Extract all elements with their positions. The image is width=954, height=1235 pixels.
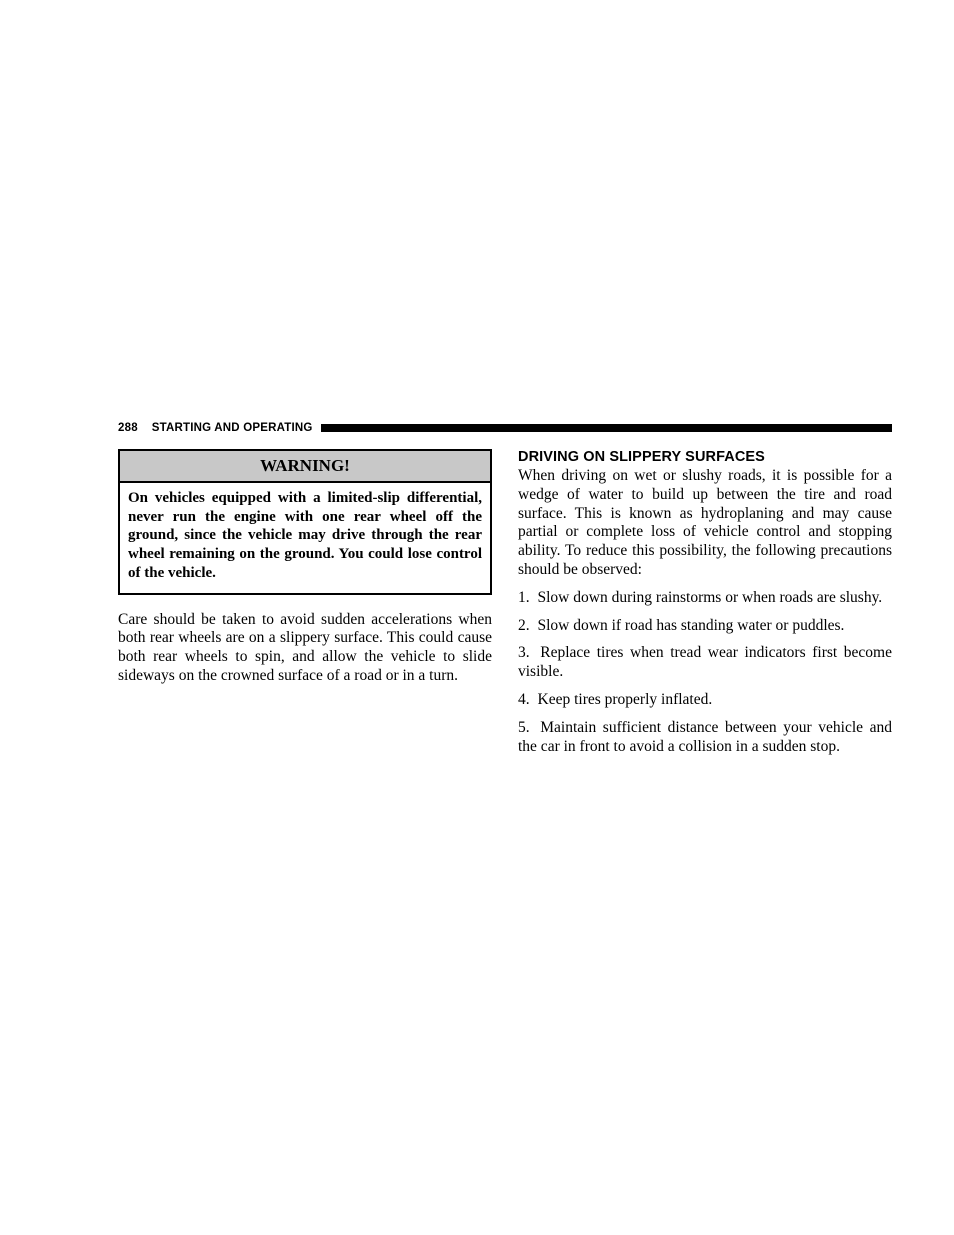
- warning-title: WARNING!: [120, 451, 490, 483]
- list-item-text: Keep tires properly inflated.: [537, 690, 713, 708]
- list-item: [518, 644, 892, 682]
- list-item-text: Slow down during rainstorms or when roads are slushy.: [537, 588, 883, 606]
- section-title: STARTING AND OPERATING: [151, 422, 313, 434]
- acceleration-paragraph: Care should be taken to avoid sudden accelerations when both rear wheels are on a slippery surface. This could cause both rear wheels to spin, and allow the vehicle to slide sideways on the crowned surface of a road or in a turn.: [118, 610, 492, 684]
- page-number: 288: [118, 422, 138, 434]
- warning-box: [118, 449, 492, 595]
- list-item-number: 3.: [518, 644, 530, 662]
- list-item: [518, 691, 892, 710]
- list-item-number: 1.: [518, 588, 530, 606]
- left-column: [118, 449, 492, 686]
- list-item-number: 5.: [518, 718, 530, 736]
- page-header: [118, 420, 892, 436]
- warning-text: On vehicles equipped with a limited-slip differential, never run the engine with one rear wheel off the ground, since the vehicle may drive through the rear wheel remaining on the ground. You could lose control of the vehicle.: [128, 490, 482, 581]
- list-item-number: 4.: [518, 690, 530, 708]
- header-rule: [321, 424, 892, 432]
- list-item-number: 2.: [518, 616, 530, 634]
- right-column: [518, 449, 892, 756]
- list-item: [518, 589, 892, 608]
- list-item-text: Maintain sufficient distance between your vehicle and the car in front to avoid a collision in a sudden stop.: [518, 718, 893, 755]
- slippery-surfaces-heading: DRIVING ON SLIPPERY SURFACES: [518, 449, 765, 465]
- list-item: [518, 617, 892, 636]
- list-item-text: Slow down if road has standing water or puddles.: [537, 616, 845, 634]
- list-item-text: Replace tires when tread wear indicators first become visible.: [518, 644, 892, 681]
- slippery-intro-paragraph: When driving on wet or slushy roads, it is possible for a wedge of water to build up between the tire and road surface. This is known as hydroplaning and may cause partial or complete loss of vehicle control and stopping ability. To reduce this possibility, the following precautions should be observed:: [518, 467, 892, 578]
- list-item: [518, 719, 892, 757]
